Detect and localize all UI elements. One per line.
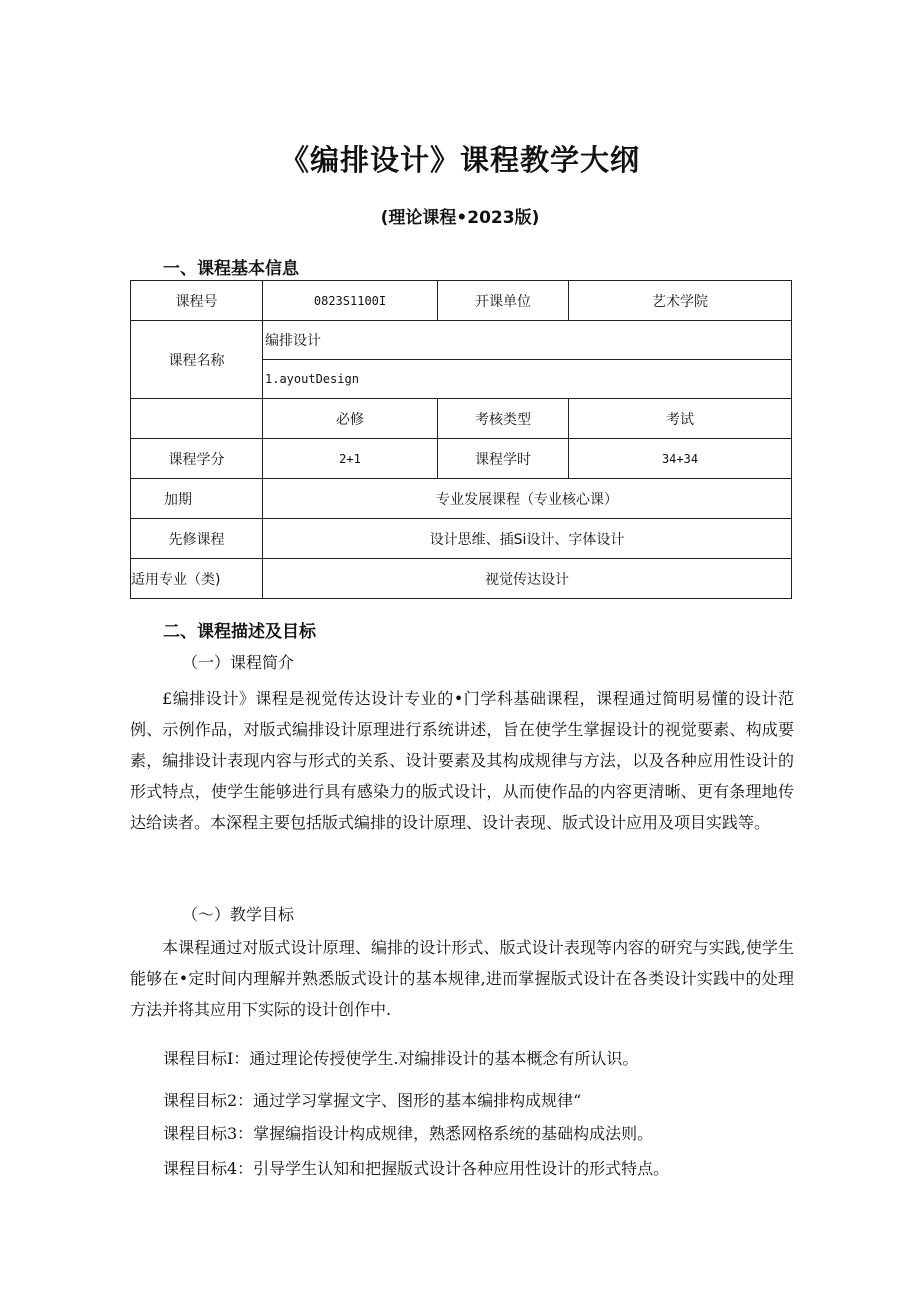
table-row xyxy=(131,519,792,559)
document-subtitle: (理论课程•2023版) xyxy=(380,208,540,228)
table-row xyxy=(131,321,792,360)
goals-heading: （〜）教学目标 xyxy=(182,905,295,924)
intro-paragraph: £编排设计》课程是视觉传达设计专业的•门学科基础课程，课程通过简明易懂的设计范例、示例作品，对版式编排设计原理进行系统讲述，旨在使学生掌握设计的视觉要素、构成要素，编排设计表现内容与形式的关系、设计要素及其构成规律与方法，以及各种应用性设计的形式特点，使学生能够进行具有感染力的版式设计，从而使作品的内容更清晰、更有条理地传达给读者。本深程主要包括版式编排的设计原理、设计表现、版式设计应用及项目实践等。 xyxy=(130,689,794,832)
table-row xyxy=(131,479,792,519)
major-label: 适用专业（类) xyxy=(131,559,263,599)
prereq-value: 设计思维、插Si设计、字体设计 xyxy=(263,519,792,559)
category-label: 加期 xyxy=(131,479,263,519)
table-row xyxy=(131,559,792,599)
course-name-label: 课程名称 xyxy=(131,321,263,399)
table-row xyxy=(131,281,792,321)
credits-value: 2+1 xyxy=(263,439,438,479)
intro-heading: （一）课程简介 xyxy=(182,653,295,672)
document-title: 《编排设计》课程教学大纲 xyxy=(279,143,640,177)
course-no-label: 课程号 xyxy=(131,281,263,321)
category-value: 专业发展课程（专业核心课） xyxy=(263,479,792,519)
dept-label: 开课单位 xyxy=(438,281,569,321)
table-row xyxy=(131,439,792,479)
course-name-cn: 编排设计 xyxy=(263,321,792,360)
goal-item-1: 课程目标I：通过理论传授使学生.对编排设计的基本概念有所认识。 xyxy=(163,1049,639,1068)
course-name-en: 1.ayoutDesign xyxy=(263,360,792,399)
empty-cell xyxy=(131,399,263,439)
credits-label: 课程学分 xyxy=(131,439,263,479)
major-value: 视觉传达设计 xyxy=(263,559,792,599)
hours-value: 34+34 xyxy=(569,439,792,479)
goals-paragraph: 本课程通过对版式设计原理、编排的设计形式、版式设计表现等内容的研究与实践,使学生能够在•定时间内理解并熟悉版式设计的基本规律,进而掌握版式设计在各类设计实践中的处理方法并将其应用下实际的设计创作中. xyxy=(130,938,794,1019)
section-heading-basic-info: 一、课程基本信息 xyxy=(163,259,299,279)
exam-type-label: 考核类型 xyxy=(438,399,569,439)
goal-item-4: 课程目标4：引导学生认知和把握版式设计各种应用性设计的形式特点。 xyxy=(163,1159,670,1178)
exam-type-value: 考试 xyxy=(569,399,792,439)
dept-value: 艺术学院 xyxy=(569,281,792,321)
section-heading-description: 二、课程描述及目标 xyxy=(163,622,316,642)
course-nature-value: 必修 xyxy=(263,399,438,439)
goal-item-3: 课程目标3：掌握编指设计构成规律，熟悉网格系统的基础构成法则。 xyxy=(163,1124,654,1143)
table-row xyxy=(131,399,792,439)
course-info-table xyxy=(130,280,792,599)
prereq-label: 先修课程 xyxy=(131,519,263,559)
goal-item-2: 课程目标2：通过学习掌握文字、图形的基本编排构成规律“ xyxy=(163,1091,582,1110)
hours-label: 课程学时 xyxy=(438,439,569,479)
course-no-value: 0823S1100I xyxy=(263,281,438,321)
